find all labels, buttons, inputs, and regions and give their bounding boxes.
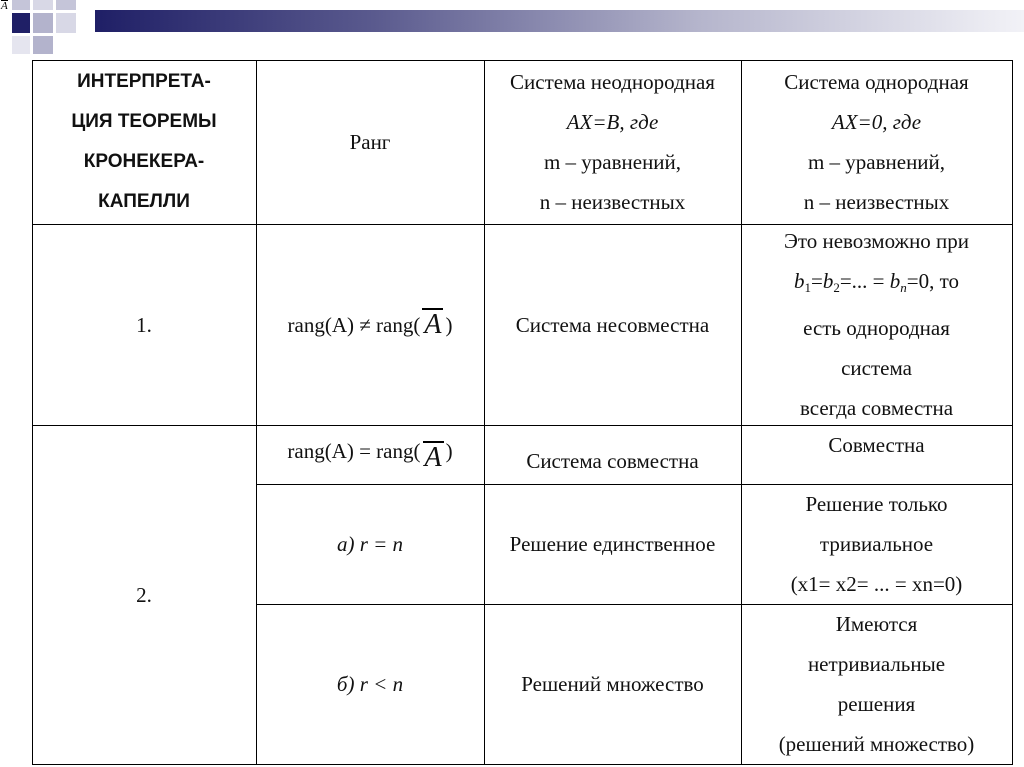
row2-rank [256, 430, 484, 484]
header-line: ЦИЯ ТЕОРЕМЫ [71, 111, 217, 132]
header-interpretation [32, 60, 256, 224]
header-rank-label: Ранг [349, 130, 391, 154]
row1-rank [256, 224, 484, 425]
deco-square [56, 0, 76, 10]
homog-line: Имеются [835, 612, 918, 636]
header-line: AX=B, где [566, 110, 659, 134]
header-homogeneous [741, 60, 1012, 224]
homog-line: решения [837, 692, 916, 716]
row1-number [32, 224, 256, 425]
row2-homogeneous [741, 425, 1012, 484]
rank-close-paren: ) [445, 439, 453, 463]
deco-square [12, 13, 30, 33]
homog-line: Решение только [805, 492, 948, 516]
header-line: ИНТЕРПРЕТА- [77, 71, 211, 92]
header-line: КАПЕЛЛИ [98, 191, 190, 212]
system-status: Решение единственное [509, 532, 716, 556]
row2a-system [484, 484, 741, 604]
header-line: m – уравнений, [543, 150, 682, 174]
homog-line: всегда совместна [799, 396, 954, 420]
rank-expression: rang(A) ≠ rang( [287, 312, 421, 337]
row2a-rank [256, 484, 484, 604]
homog-status: Совместна [828, 433, 925, 457]
header-rank [256, 60, 484, 224]
header-line: Система однородная [784, 70, 969, 94]
system-status: Решений множество [521, 672, 704, 696]
rank-condition: а) r = n [336, 532, 404, 556]
rank-condition: б) r < n [336, 672, 404, 696]
row2b-homogeneous [741, 604, 1012, 764]
header-line: n – неизвестных [539, 190, 686, 214]
header-line: AX=0, где [831, 110, 922, 134]
extended-matrix-symbol: A [421, 444, 446, 472]
row2a-homogeneous [741, 484, 1012, 604]
rank-expression: rang(A) = rang( [287, 439, 421, 463]
homog-line: Это невозможно при [783, 229, 970, 253]
row-number: 2. [136, 583, 152, 607]
row2-system [484, 438, 741, 484]
homog-line: тривиальное [819, 532, 934, 556]
row2-number [32, 425, 256, 765]
homog-line: есть однородная [803, 316, 950, 340]
deco-square [12, 36, 30, 54]
header-line: КРОНЕКЕРА- [83, 151, 205, 172]
row1-system [484, 224, 741, 425]
homog-line: (x1= x2= ... = xn=0) [790, 572, 963, 596]
system-status: Система несовместна [515, 312, 710, 337]
homog-line: $b_1=b_2=$... = $b_n=0$, то [793, 269, 960, 295]
rank-inequality [288, 305, 453, 345]
deco-square [12, 0, 30, 10]
header-line: Система неоднородная [510, 70, 715, 94]
table-border [1012, 60, 1013, 765]
rank-equality [287, 430, 452, 472]
homog-line: система [841, 356, 912, 380]
kronecker-capelli-table [32, 60, 1013, 765]
system-status: Система совместна [526, 449, 699, 473]
homog-line: (решений множество) [778, 732, 975, 756]
row2b-system [484, 604, 741, 764]
corner-glyph: A [1, 0, 8, 12]
title-decoration [0, 0, 1024, 60]
deco-square [33, 36, 53, 54]
homog-line: нетривиальные [807, 652, 946, 676]
deco-square [56, 13, 76, 33]
header-line: n – неизвестных [803, 190, 950, 214]
deco-gradient-bar [95, 10, 1024, 32]
extended-matrix-symbol: A [420, 311, 445, 339]
row-number: 1. [136, 312, 152, 337]
header-nonhomogeneous [484, 60, 741, 224]
header-line: m – уравнений, [807, 150, 946, 174]
deco-square [33, 13, 53, 33]
rank-close-paren: ) [445, 312, 453, 337]
row2b-rank [256, 604, 484, 764]
deco-square [33, 0, 53, 10]
row1-homogeneous [741, 224, 1012, 425]
